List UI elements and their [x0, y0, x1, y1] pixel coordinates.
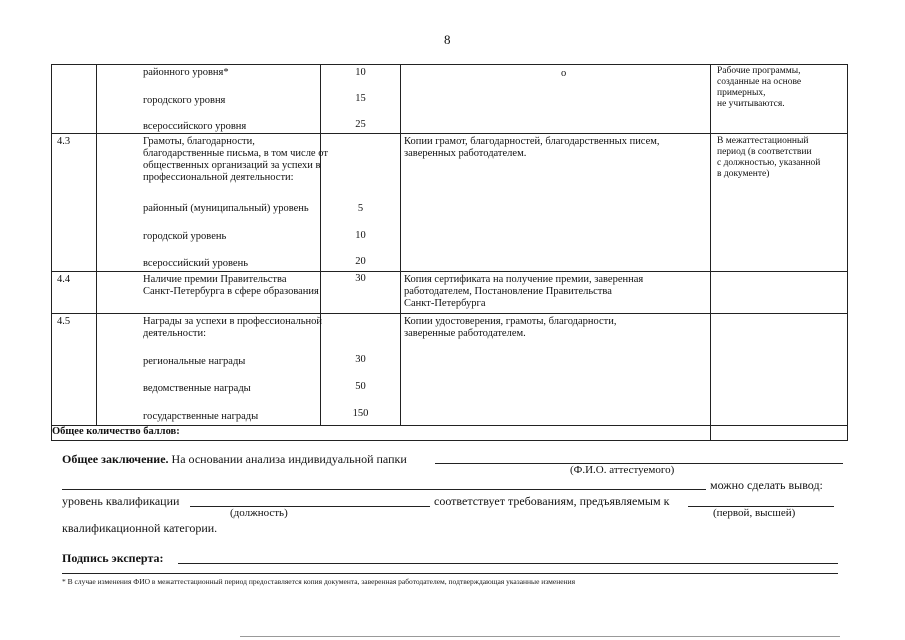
- criteria-item: городской уровень: [143, 231, 227, 242]
- note-line: созданные на основе: [717, 77, 802, 87]
- criteria-item: районного уровня*: [143, 67, 229, 78]
- footnote: * В случае изменения ФИО в межаттестационный период предоставляется копия документа, заверенная работодателем, подтверждающая указанные изменения: [62, 577, 576, 586]
- score-value: 10: [355, 230, 366, 241]
- row-number: 4.5: [57, 316, 71, 327]
- score-value: 5: [357, 203, 364, 214]
- criteria-item: государственные награды: [143, 411, 259, 422]
- row-number-cell: [52, 272, 97, 314]
- row-number-cell: [52, 65, 97, 134]
- conclusion-text: На основании анализа индивидуальной папки: [171, 452, 407, 466]
- note-line: в документе): [717, 169, 770, 179]
- documents-line: работодателем, Постановление Правительства: [404, 286, 612, 297]
- page-number: 8: [444, 32, 451, 47]
- documents-line: Копии удостоверения, грамоты, благодарности,: [404, 316, 617, 327]
- score-cell: [321, 314, 401, 426]
- score-cell: [321, 272, 401, 314]
- score-value: 30: [355, 273, 366, 284]
- criteria-title-line: Награды за успехи в профессиональной: [143, 316, 322, 327]
- conclusion-label: Общее заключение.: [62, 452, 169, 466]
- documents-cell: [401, 65, 711, 134]
- criteria-title-line: деятельности:: [143, 328, 207, 339]
- page-edge-line: [240, 636, 840, 637]
- score-value: 20: [355, 256, 366, 267]
- assessment-table: [51, 64, 848, 441]
- notes-cell: [711, 314, 848, 426]
- signature-label: Подпись эксперта:: [62, 551, 164, 565]
- documents-cell: [401, 314, 711, 426]
- row-number-cell: [52, 314, 97, 426]
- note-line: Рабочие программы,: [717, 66, 801, 76]
- table-row: [52, 272, 848, 314]
- documents-line: Копии грамот, благодарностей, благодарственных писем,: [404, 136, 660, 147]
- requirements-text: соответствует требованиям, предъявляемым к: [434, 494, 670, 508]
- notes-cell: [711, 65, 848, 134]
- score-value: 50: [355, 381, 366, 392]
- category-hint: (первой, высшей): [713, 507, 796, 519]
- total-row: [52, 426, 848, 441]
- criteria-title-line: общественных организаций за успехи в: [143, 160, 321, 171]
- documents-line: заверенных работодателем.: [404, 148, 527, 159]
- criteria-title-line: Грамоты, благодарности,: [143, 136, 255, 147]
- documents-text: о: [561, 68, 567, 79]
- criteria-title-line: Санкт-Петербурга в сфере образования: [143, 286, 319, 297]
- criteria-item: всероссийского уровня: [143, 121, 247, 132]
- score-value: 15: [355, 93, 366, 104]
- documents-line: Копия сертификата на получение премии, заверенная: [404, 274, 644, 285]
- criteria-item: районный (муниципальный) уровень: [143, 203, 309, 214]
- score-value: 150: [352, 408, 369, 419]
- category-text: квалификационной категории.: [62, 521, 218, 535]
- position-hint: (должность): [230, 507, 288, 519]
- note-line: период (в соответствии: [717, 147, 812, 157]
- note-line: с должностью, указанной: [717, 158, 821, 168]
- note-line: В межаттестационный: [717, 136, 809, 146]
- row-number: 4.4: [57, 274, 71, 285]
- table-row: [52, 314, 848, 426]
- table-row: [52, 134, 848, 272]
- table-row: [52, 65, 848, 134]
- footnote-divider: [62, 573, 838, 574]
- documents-cell: [401, 272, 711, 314]
- row-number-cell: [52, 134, 97, 272]
- criteria-cell: [97, 314, 321, 426]
- qualification-label: уровень квалификации: [62, 494, 180, 508]
- criteria-cell: [97, 65, 321, 134]
- fio-hint: (Ф.И.О. аттестуемого): [570, 464, 675, 476]
- criteria-item: региональные награды: [143, 356, 246, 367]
- documents-line: заверенные работодателем.: [404, 328, 526, 339]
- score-cell: [321, 65, 401, 134]
- score-value: 10: [355, 67, 366, 78]
- documents-cell: [401, 134, 711, 272]
- score-value: 25: [355, 119, 366, 130]
- conclusion-result: можно сделать вывод:: [710, 478, 823, 492]
- criteria-title-line: Наличие премии Правительства: [143, 274, 287, 285]
- criteria-title-line: профессиональной деятельности:: [143, 172, 294, 183]
- signature-line: [178, 563, 838, 564]
- total-label: Общее количество баллов:: [52, 426, 711, 441]
- position-line: [190, 506, 430, 507]
- criteria-title-line: благодарственные письма, в том числе от: [143, 148, 328, 159]
- criteria-item: городского уровня: [143, 95, 226, 106]
- score-value: 30: [355, 354, 366, 365]
- row-number: 4.3: [57, 136, 71, 147]
- criteria-cell: [97, 134, 328, 272]
- criteria-item: всероссийский уровень: [143, 258, 249, 269]
- fio-continuation-line: [62, 489, 706, 490]
- notes-cell: [711, 134, 848, 272]
- conclusion-block: [62, 452, 407, 467]
- note-line: примерных,: [717, 88, 766, 98]
- criteria-cell: [97, 272, 321, 314]
- note-line: не учитываются.: [717, 99, 785, 109]
- score-cell: [321, 134, 401, 272]
- total-value-cell: [711, 426, 848, 441]
- notes-cell: [711, 272, 848, 314]
- documents-line: Санкт-Петербурга: [404, 298, 486, 309]
- criteria-item: ведомственные награды: [143, 383, 251, 394]
